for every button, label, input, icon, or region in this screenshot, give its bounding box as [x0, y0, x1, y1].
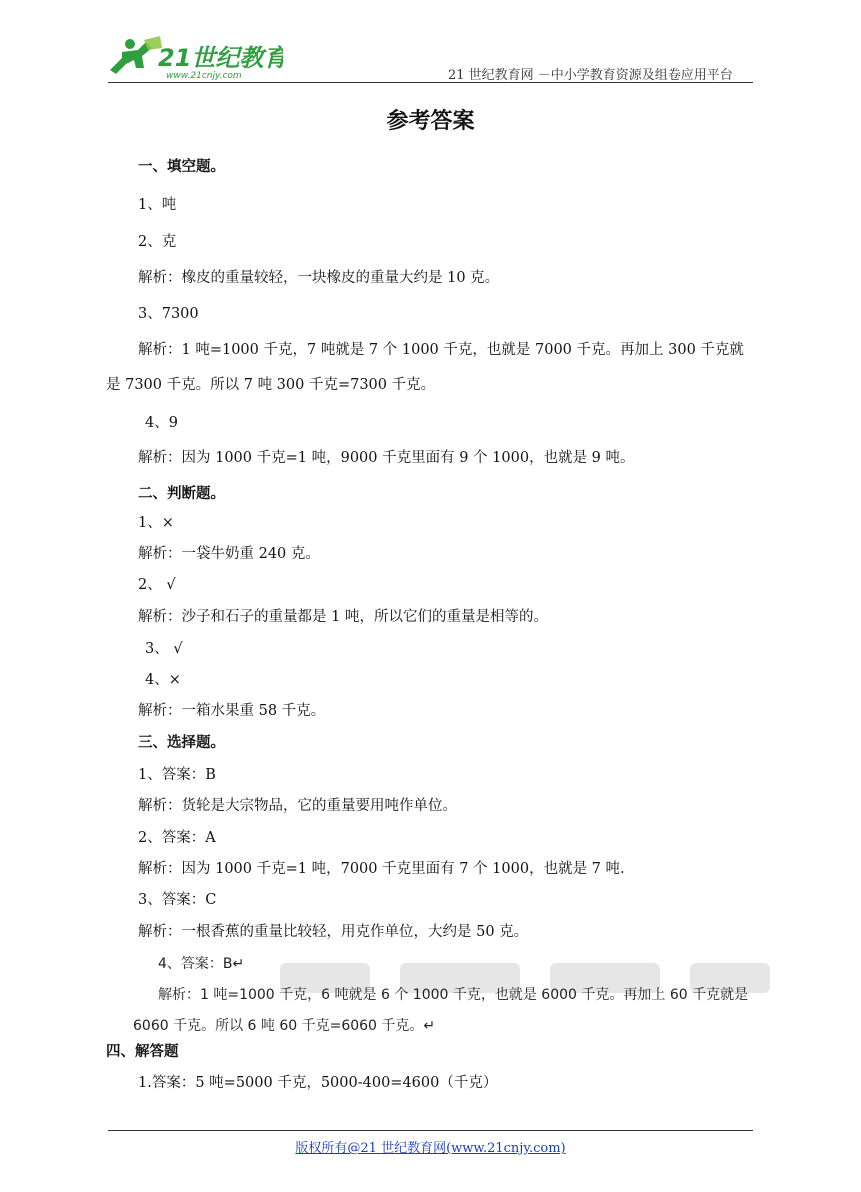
explanation-3-4-line1: 解析：1 吨=1000 千克，6 吨就是 6 个 1000 千克，也就是 6000 千克。再加上 60 千克就是 [158, 987, 749, 1003]
answer-3-1: 1、答案：B [138, 767, 216, 783]
answer-4-1: 1.答案：5 吨=5000 千克，5000-400=4600（千克） [138, 1075, 498, 1091]
logo-text: 21世纪教育 [158, 44, 283, 72]
section-heading-choice: 三、选择题。 [138, 734, 225, 751]
explanation-1-2: 解析：橡皮的重量较轻，一块橡皮的重量大约是 10 克。 [138, 270, 500, 286]
answer-3-2: 2、答案：A [138, 830, 216, 846]
answer-2-1: 1、× [138, 515, 174, 531]
explanation-1-3-line1: 解析：1 吨=1000 千克，7 吨就是 7 个 1000 千克，也就是 7000 千克。再加上 300 千克就 [138, 342, 744, 358]
answer-3-4: 4、答案：B↵ [158, 956, 245, 972]
header-divider [108, 82, 753, 83]
explanation-1-4: 解析：因为 1000 千克=1 吨，9000 千克里面有 9 个 1000，也就是 9 吨。 [138, 450, 635, 466]
answer-1-2: 2、克 [138, 234, 177, 250]
explanation-3-3: 解析：一根香蕉的重量比较轻，用克作单位，大约是 50 克。 [138, 924, 529, 940]
section-heading-true-false: 二、判断题。 [138, 485, 225, 502]
logo-url: www.21cnjy.com [166, 71, 242, 81]
explanation-3-1: 解析：货轮是大宗物品，它的重量要用吨作单位。 [138, 798, 457, 814]
answer-2-2: 2、 √ [138, 577, 176, 593]
explanation-1-3-line2: 是 7300 千克。所以 7 吨 300 千克=7300 千克。 [106, 377, 436, 393]
answer-1-3: 3、7300 [138, 306, 199, 322]
explanation-2-2: 解析：沙子和石子的重量都是 1 吨，所以它们的重量是相等的。 [138, 609, 548, 625]
page-title: 参考答案 [386, 108, 475, 134]
footer-divider [108, 1130, 753, 1131]
answer-1-1: 1、吨 [138, 197, 177, 213]
section-heading-solve: 四、解答题 [106, 1043, 179, 1060]
copyright-link[interactable]: 版权所有@21 世纪教育网(www.21cnjy.com) [295, 1141, 566, 1156]
answer-3-3: 3、答案：C [138, 892, 217, 908]
explanation-3-2: 解析：因为 1000 千克=1 吨，7000 千克里面有 7 个 1000，也就是 7 吨. [138, 861, 625, 877]
answer-2-3: 3、 √ [145, 641, 183, 657]
explanation-3-4-line2: 6060 千克。所以 6 吨 60 千克=6060 千克。↵ [133, 1018, 436, 1034]
explanation-2-1: 解析：一袋牛奶重 240 克。 [138, 546, 320, 562]
runner-icon [110, 36, 162, 74]
section-heading-fill-blank: 一、填空题。 [138, 158, 225, 175]
answer-1-4: 4、9 [145, 415, 178, 431]
site-tagline: 21 世纪教育网 －中小学教育资源及组卷应用平台 [448, 68, 733, 83]
explanation-2-4: 解析：一箱水果重 58 千克。 [138, 703, 326, 719]
answer-2-4: 4、× [145, 672, 181, 688]
site-logo [108, 34, 283, 82]
